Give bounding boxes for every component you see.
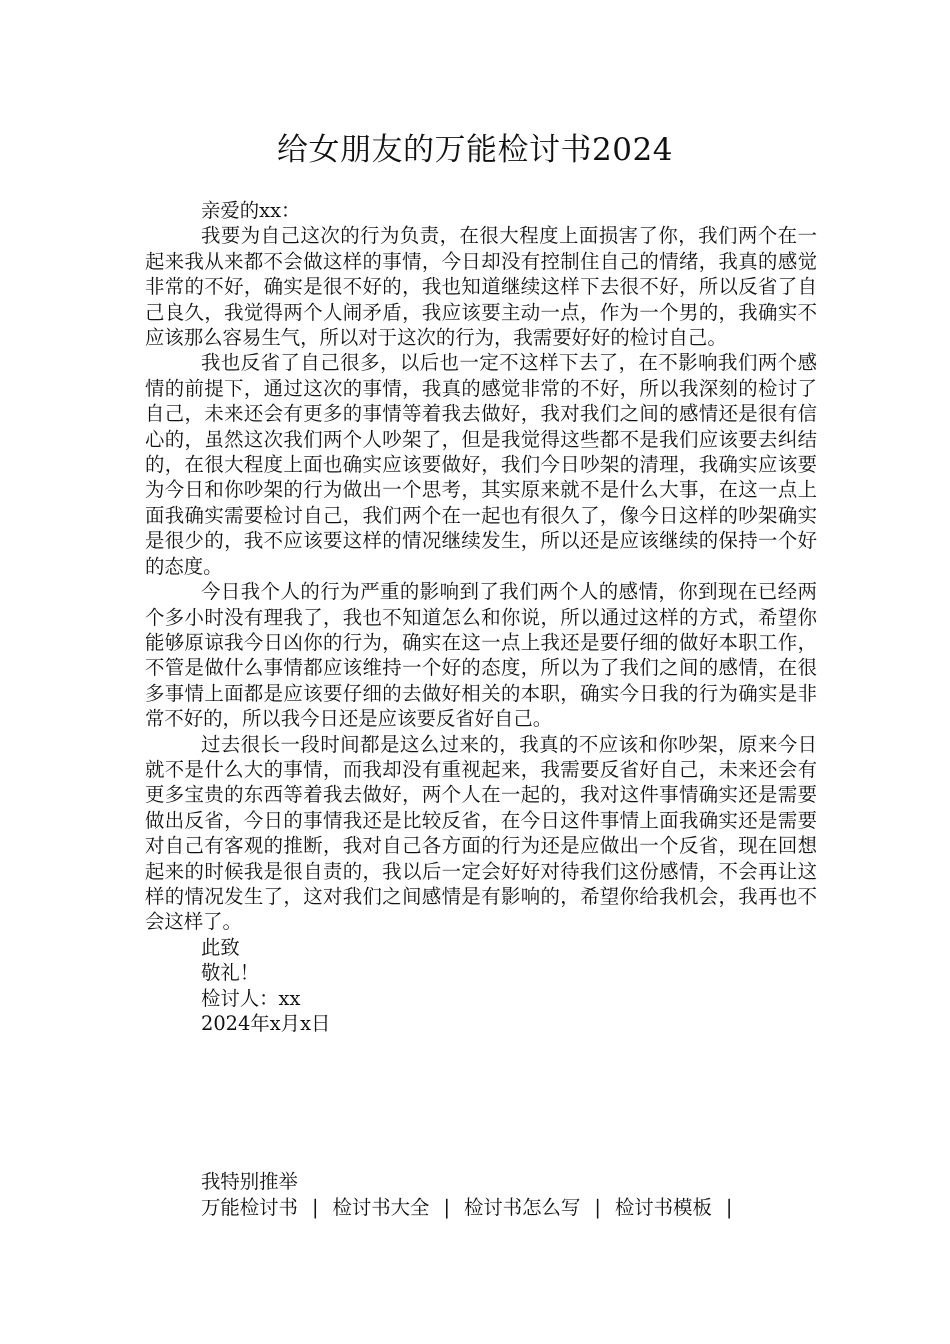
document-body xyxy=(145,198,817,1036)
link-separator: | xyxy=(311,1196,319,1219)
paragraph-1: 我要为自己这次的行为负责，在很大程度上面损害了你，我们两个在一起来我从来都不会做这样的事情，今日却没有控制住自己的情绪，我真的感觉非常的不好，确实是很不好的，我也知道继续这样下去很不好，所以反省了自己良久，我觉得两个人闹矛盾，我应该要主动一点，作为一个男的，我确实不应该那么容易生气，所以对于这次的行为，我需要好好的检讨自己。 xyxy=(145,224,817,350)
link-separator: | xyxy=(725,1196,733,1219)
salutation: 亲爱的xx： xyxy=(201,199,301,222)
document-title: 给女朋友的万能检讨书2024 xyxy=(277,132,673,168)
link-self-criticism-collection[interactable]: 检讨书大全 xyxy=(332,1196,430,1219)
link-template[interactable]: 检讨书模板 xyxy=(614,1196,712,1219)
closing-salute: 敬礼！ xyxy=(201,961,260,985)
link-how-to-write[interactable]: 检讨书怎么写 xyxy=(464,1196,581,1219)
date: 2024年x月x日 xyxy=(201,1012,331,1035)
recommend-links xyxy=(201,1194,746,1221)
recommend-heading: 我特别推举 xyxy=(201,1170,298,1193)
signature: 检讨人：xx xyxy=(201,986,301,1010)
paragraph-2: 我也反省了自己很多，以后也一定不这样下去了，在不影响我们两个感情的前提下，通过这次的事情，我真的感觉非常的不好，所以我深刻的检讨了自己，未来还会有更多的事情等着我去做好，我对我们之间的感情还是很有信心的，虽然这次我们两个人吵架了，但是我觉得这些都不是我们应该要去纠结的，在很大程度上面也确实应该要做好，我们今日吵架的清理，我确实应该要为今日和你吵架的行为做出一个思考，其实原来就不是什么大事，在这一点上面我确实需要检讨自己，我们两个在一起也有很久了，像今日这样的吵架确实是很少的，我不应该要这样的情况继续发生，所以还是应该继续的保持一个好的态度。 xyxy=(145,351,817,578)
link-universal-self-criticism[interactable]: 万能检讨书 xyxy=(201,1196,298,1219)
paragraph-4: 过去很长一段时间都是这么过来的，我真的不应该和你吵架，原来今日就不是什么大的事情，而我却没有重视起来，我需要反省好自己，未来还会有更多宝贵的东西等着我去做好，两个人在一起的，我对这件事情确实还是需要做出反省，今日的事情我还是比较反省，在今日这件事情上面我确实还是需要对自己有客观的推断，我对自己各方面的行为还是应做出一个反省，现在回想起来的时候我是很自责的，我以后一定会好好对待我们这份感情，不会再让这样的情况发生了，这对我们之间感情是有影响的，希望你给我机会，我再也不会这样了。 xyxy=(145,732,817,934)
link-separator: | xyxy=(594,1196,601,1219)
closing-regards: 此致 xyxy=(201,935,240,959)
paragraph-3: 今日我个人的行为严重的影响到了我们两个人的感情，你到现在已经两个多小时没有理我了，我也不知道怎么和你说，所以通过这样的方式，希望你能够原谅我今日凶你的行为，确实在这一点上我还是要仔细的做好本职工作，不管是做什么事情都应该维持一个好的态度，所以为了我们之间的感情，在很多事情上面都是应该要仔细的去做好相关的本职，确实今日我的行为确实是非常不好的，所以我今日还是应该要反省好自己。 xyxy=(145,580,817,731)
link-separator: | xyxy=(443,1196,450,1219)
